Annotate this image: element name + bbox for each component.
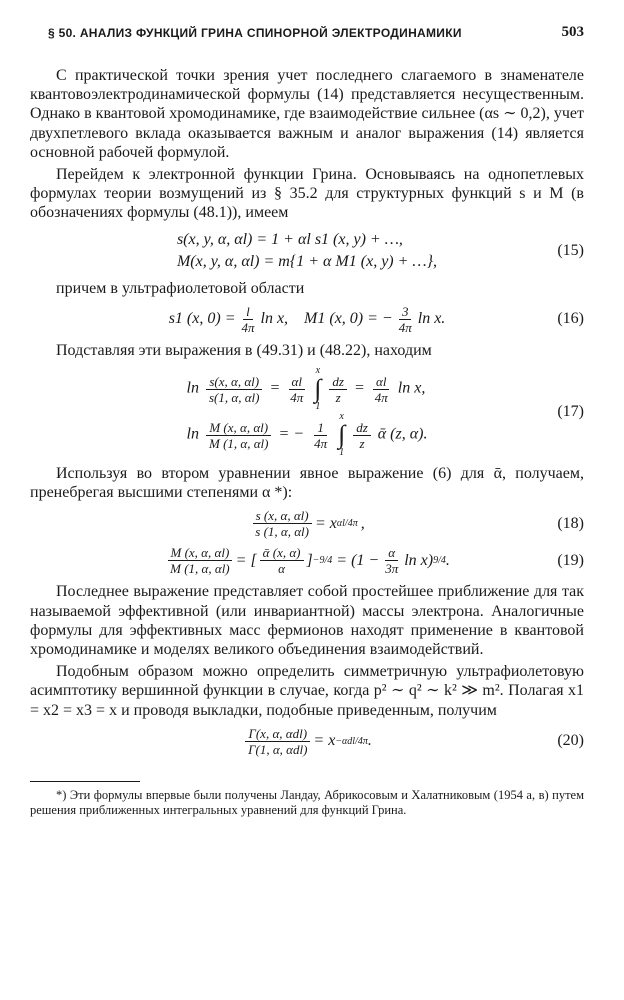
eq19-part-b: ] (306, 551, 313, 569)
equation-18 (30, 508, 584, 539)
paragraph-2: Перейдем к электронной функции Грина. Основываясь на однопетлевых формулах теории возмущений из § 35.2 для структурных функций s и M (в обозначениях формулы (48.1)), имеем (30, 166, 584, 222)
eq15-tag: (15) (557, 241, 584, 259)
eq16-f1-den: 4π (241, 319, 255, 335)
eq17-l1-dz-num: dz (329, 374, 347, 390)
eq17-l2-f2-den: 4π (314, 435, 328, 451)
paragraph-5: Используя во втором уравнении явное выражение (6) для ᾱ, получаем, пренебрегая высшими степенями α *): (30, 465, 584, 502)
eq15-line-1: s(x, y, α, αl) = 1 + αl s1 (x, y) + …, (176, 230, 403, 248)
eq20-fraction (245, 726, 310, 757)
eq17-l1-equals: = (269, 379, 281, 397)
eq19-fraction-2 (382, 545, 401, 576)
eq16-f1-num: l (243, 304, 253, 320)
eq17-l1-f1 (206, 374, 262, 405)
eq17-l2-ln: ln (186, 425, 199, 443)
eq17-l1-integral (314, 366, 321, 412)
eq16-f2-num: 3 (399, 304, 412, 320)
eq17-l2-dz-den: z (359, 435, 365, 451)
eq18-num: s (x, α, αl) (253, 508, 312, 524)
eq17-l2-f2-num: 1 (314, 420, 327, 436)
eq17-l2-int-lower: 1 (339, 447, 345, 459)
eq20-tag: (20) (557, 732, 584, 750)
eq19-part-a: = [ (235, 551, 257, 569)
eq19-inner-den: α (278, 561, 285, 577)
eq16-part-a: s1 (x, 0) = (168, 310, 236, 328)
eq17-tag: (17) (557, 403, 584, 421)
eq18-rhs: = x (315, 514, 337, 532)
paragraph-3: причем в ультрафиолетовой области (56, 279, 305, 297)
eq17-l1-int-sym: ∫ (314, 374, 322, 404)
eq17-l2-equals: = − (278, 425, 305, 443)
eq17-l1-f2 (287, 374, 306, 405)
eq20-num: Γ(x, α, αdl) (245, 726, 310, 742)
equation-15 (30, 229, 584, 273)
eq20-rhs: = x (313, 732, 336, 750)
eq20-den: Γ(1, α, αdl) (248, 741, 308, 757)
eq16-fraction-1 (238, 304, 257, 335)
paragraph-1: С практической точки зрения учет последнего слагаемого в знаменателе квантовоэлектродинамической формулы (14) представляется несущественным. Однако в квантовой хромодинамике, где взаимодействие сильнее (αs ∼ 0,2), учет двухпетлевого вклада оказывается важным и аналог выражения (14) является основной рабочей формулой. (30, 67, 584, 161)
equation-17 (30, 366, 584, 458)
eq19-num: M (x, α, αl) (168, 545, 233, 561)
eq17-l2-tail: ᾱ (z, α). (377, 425, 428, 443)
eq18-tag: (18) (557, 514, 584, 532)
running-header (0, 0, 624, 46)
eq17-l2-integral (338, 412, 345, 458)
eq16-part-c: ln x. (417, 310, 446, 328)
eq17-line-2 (187, 412, 428, 458)
eq17-l2-dz (353, 420, 371, 451)
eq17-l2-dz-num: dz (353, 420, 371, 436)
eq16-fraction-2 (396, 304, 415, 335)
eq17-l2-int-sym: ∫ (338, 420, 346, 450)
eq17-l1-dz-den: z (335, 389, 341, 405)
eq19-inner-num: ᾱ (x, α) (260, 545, 304, 561)
eq19-tag: (19) (557, 551, 584, 569)
eq18-exponent: αl/4π (336, 518, 358, 530)
eq16-tag: (16) (557, 310, 584, 328)
eq17-l2-f1-den: M (1, α, αl) (208, 435, 269, 451)
eq19-den: M (1, α, αl) (170, 561, 230, 577)
equation-19 (30, 545, 584, 576)
eq17-l1-f1-num: s(x, α, αl) (206, 374, 262, 390)
eq15-line-2: M(x, y, α, αl) = m{1 + α M1 (x, y) + …}, (176, 252, 438, 270)
eq17-l1-equals-2: = (353, 379, 365, 397)
page-number: 503 (561, 24, 584, 40)
paragraph-6: Последнее выражение представляет собой простейшее приближение для так называемой эффективной (или инвариантной) массы электрона. Аналогичные формулы для эффективных масс фермионов находят применение в квантовой хромодинамике и моделях великого объединения взаимодействий. (30, 583, 584, 659)
eq17-l1-f2-num: αl (289, 374, 305, 390)
section-title: § 50. АНАЛИЗ ФУНКЦИЙ ГРИНА СПИНОРНОЙ ЭЛЕКТРОДИНАМИКИ (48, 26, 462, 40)
eq17-l1-tail: ln x, (397, 379, 426, 397)
eq18-fraction (252, 508, 312, 539)
paragraph-4: Подставляя эти выражения в (49.31) и (48.22), находим (56, 341, 432, 359)
footnote: *) Эти формулы впервые были получены Ландау, Абрикосовым и Халатниковым (1954 а, в) путем решения приближенных интегральных уравнений для функций Грина. (30, 787, 584, 817)
eq17-l1-f3-den: 4π (374, 389, 388, 405)
eq19-part-d: ln x) (404, 551, 434, 569)
eq17-l1-f3-num: αl (373, 374, 389, 390)
eq19-part-c: = (1 − (336, 551, 380, 569)
eq17-l2-f2 (311, 420, 330, 451)
eq17-l1-ln: ln (186, 379, 199, 397)
eq17-l1-f2-den: 4π (290, 389, 304, 405)
eq19-fraction-1 (167, 545, 233, 576)
eq17-l1-f3 (372, 374, 391, 405)
eq17-line-1 (187, 366, 426, 412)
eq19-exponent-2: 9/4 (433, 555, 446, 567)
equation-16 (30, 304, 584, 335)
eq16-part-b: ln x, M1 (x, 0) = − (260, 310, 393, 328)
eq19-exponent-1: −9/4 (312, 555, 333, 567)
eq18-comma: , (360, 514, 365, 532)
eq17-l1-int-lower: 1 (315, 401, 321, 413)
eq17-l1-f1-den: s(1, α, αl) (208, 389, 260, 405)
paragraph-7: Подобным образом можно определить симметричную ультрафиолетовую асимптотику вершинной функции в случае, когда p² ∼ q² ∼ k² ≫ m². Полагая x1 = x2 = x3 = x и проводя выкладки, подобные приведенным, получим (30, 663, 584, 719)
eq17-l2-f1 (206, 420, 272, 451)
eq17-l2-int-upper: x (339, 411, 344, 423)
eq17-l1-dz (329, 374, 347, 405)
eq19-f2-den: 3π (385, 561, 399, 577)
eq17-l2-f1-num: M (x, α, αl) (206, 420, 271, 436)
eq20-period: . (367, 732, 372, 750)
eq20-exponent: −αdl/4π (335, 735, 368, 747)
footnote-divider (30, 781, 140, 782)
eq16-f2-den: 4π (398, 319, 412, 335)
eq17-l1-int-upper: x (315, 365, 321, 377)
eq18-den: s (1, α, αl) (255, 524, 309, 540)
eq19-period: . (445, 551, 450, 569)
eq19-f2-num: α (385, 545, 398, 561)
equation-20 (30, 726, 584, 757)
page-body (30, 66, 584, 818)
eq19-fraction-inner (260, 545, 304, 576)
